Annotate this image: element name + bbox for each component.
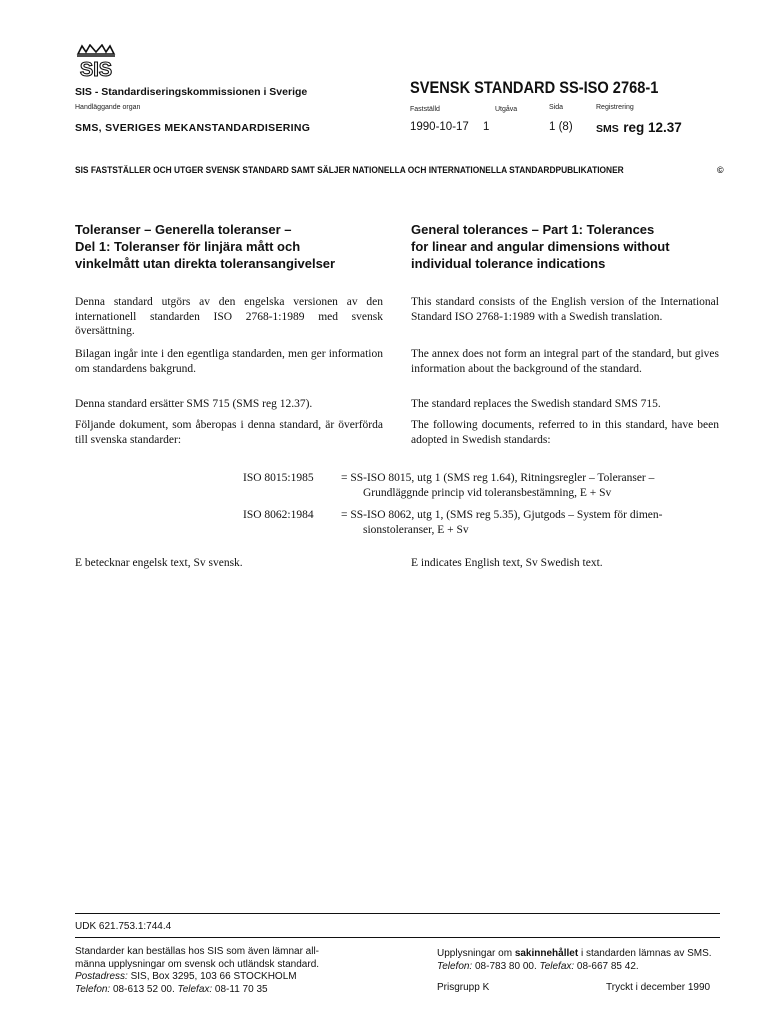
footer-right [437, 948, 727, 973]
title-sv-line-3: vinkelmått utan direkta toleransangivelser [75, 256, 336, 271]
title-en [411, 221, 731, 272]
tryckt: Tryckt i december 1990 [606, 982, 711, 993]
footer-left-contacts [75, 984, 405, 997]
logo-text: SIS [79, 59, 113, 80]
footer-right-line-1 [437, 948, 727, 961]
telefon-label: Telefon: [75, 983, 111, 995]
sis-crown-logo-icon [72, 44, 120, 80]
title-sv-line-2: Del 1: Toleranser för linjära mått och [75, 239, 301, 254]
sms-telefax-value: 08-667 85 42. [574, 960, 639, 972]
body-en-para-2: The annex does not form an integral part of the standard, but gives information about the background of the standard. [411, 348, 719, 375]
reference-1-line-1: = SS-ISO 8015, utg 1 (SMS reg 1.64), Ritningsregler – Toleranser – [341, 472, 655, 484]
prisgrupp: Prisgrupp K [437, 982, 490, 993]
title-en-line-2: for linear and angular dimensions without [411, 239, 670, 254]
reference-2-code: ISO 8062:1984 [243, 509, 314, 521]
body-sv-para-1: Denna standard utgörs av den engelska versionen av den internationell standarden ISO 2768-1:1989 med svensk översättning. [75, 296, 383, 337]
reference-1-code: ISO 8015:1985 [243, 472, 314, 484]
body-sv-para-3: Denna standard ersätter SMS 715 (SMS reg 12.37). [75, 398, 313, 410]
telefax-label: Telefax: [177, 983, 213, 995]
reference-1-line-2: Grundläggnde princip vid toleransbestämning, E + Sv [363, 487, 612, 499]
fastställd-label: Fastställd [410, 106, 440, 113]
footer-mid-rule [75, 937, 720, 938]
sida-label: Sida [549, 104, 564, 111]
footer-left [75, 946, 405, 996]
telefax-value: 08-11 70 35 [212, 983, 268, 995]
note-sv: E betecknar engelsk text, Sv svensk. [75, 557, 243, 569]
title-en-line-1: General tolerances – Part 1: Tolerances [411, 222, 655, 237]
sida-value: 1 (8) [549, 121, 573, 133]
upplysningar-c: i standarden lämnas av SMS. [578, 948, 712, 959]
reg-prefix: SMS [596, 123, 619, 135]
utgava-value: 1 [483, 121, 490, 133]
registrering-label: Registrering [596, 104, 634, 111]
reference-2-line-1: = SS-ISO 8062, utg 1, (SMS reg 5.35), Gjutgods – System för dimen- [341, 509, 663, 521]
postadress-label: Postadress: [75, 971, 128, 982]
udk: UDK 621.753.1:744.4 [75, 921, 172, 932]
footer-left-line-2: männa upplysningar om svensk och utländsk standard. [75, 958, 320, 970]
title-sv-line-1: Toleranser – Generella toleranser – [75, 222, 292, 237]
sms-telefon-label: Telefon: [437, 960, 473, 972]
doc-title: SVENSK STANDARD SS-ISO 2768-1 [410, 78, 659, 97]
reg-value: reg 12.37 [623, 120, 682, 135]
banner-text: SIS FASTSTÄLLER OCH UTGER SVENSK STANDARD SAMT SÄLJER NATIONELLA OCH INTERNATIONELLA STANDARDPUBLIKATIONER [75, 165, 624, 175]
footer-left-address [75, 971, 405, 984]
body-en-para-1: This standard consists of the English version of the International Standard ISO 2768-1:1989 with a Swedish translation. [411, 296, 719, 323]
title-sv [75, 221, 385, 272]
handling-org: SMS, SVERIGES MEKANSTANDARDISERING [75, 122, 311, 134]
org-full: SIS - Standardiseringskommissionen i Sverige [75, 86, 308, 98]
banner [75, 165, 725, 175]
body-sv-para-2: Bilagan ingår inte i den egentliga standarden, men ger information om standardens bakgrund. [75, 348, 383, 375]
body-sv-para-4: Följande dokument, som åberopas i denna standard, är överförda till svenska standarder: [75, 419, 383, 446]
telefon-value: 08-613 52 00. [110, 983, 178, 995]
upplysningar-b: sakinnehållet [514, 948, 579, 959]
note-en: E indicates English text, Sv Swedish text. [411, 557, 603, 569]
sis-logo [72, 44, 120, 80]
handling-label: Handläggande organ [75, 104, 141, 111]
copyright-symbol: © [717, 165, 724, 175]
registration [596, 119, 682, 137]
postadress-value: SIS, Box 3295, 103 66 STOCKHOLM [127, 971, 297, 982]
footer-left-line-1: Standarder kan beställas hos SIS som även lämnar all- [75, 946, 320, 957]
fastställd-value: 1990-10-17 [410, 121, 469, 133]
reference-2-line-2: sionstoleranser, E + Sv [363, 524, 469, 536]
footer-right-contacts [437, 961, 727, 974]
footer-top-rule [75, 913, 720, 914]
title-en-line-3: individual tolerance indications [411, 256, 606, 271]
body-en-para-4: The following documents, referred to in this standard, have been adopted in Swedish standards: [411, 419, 719, 446]
utgava-label: Utgåva [495, 106, 518, 113]
sms-telefon-value: 08-783 80 00. [472, 960, 540, 972]
body-en-para-3: The standard replaces the Swedish standard SMS 715. [411, 398, 661, 410]
sms-telefax-label: Telefax: [539, 960, 575, 972]
upplysningar-a: Upplysningar om [437, 948, 515, 959]
